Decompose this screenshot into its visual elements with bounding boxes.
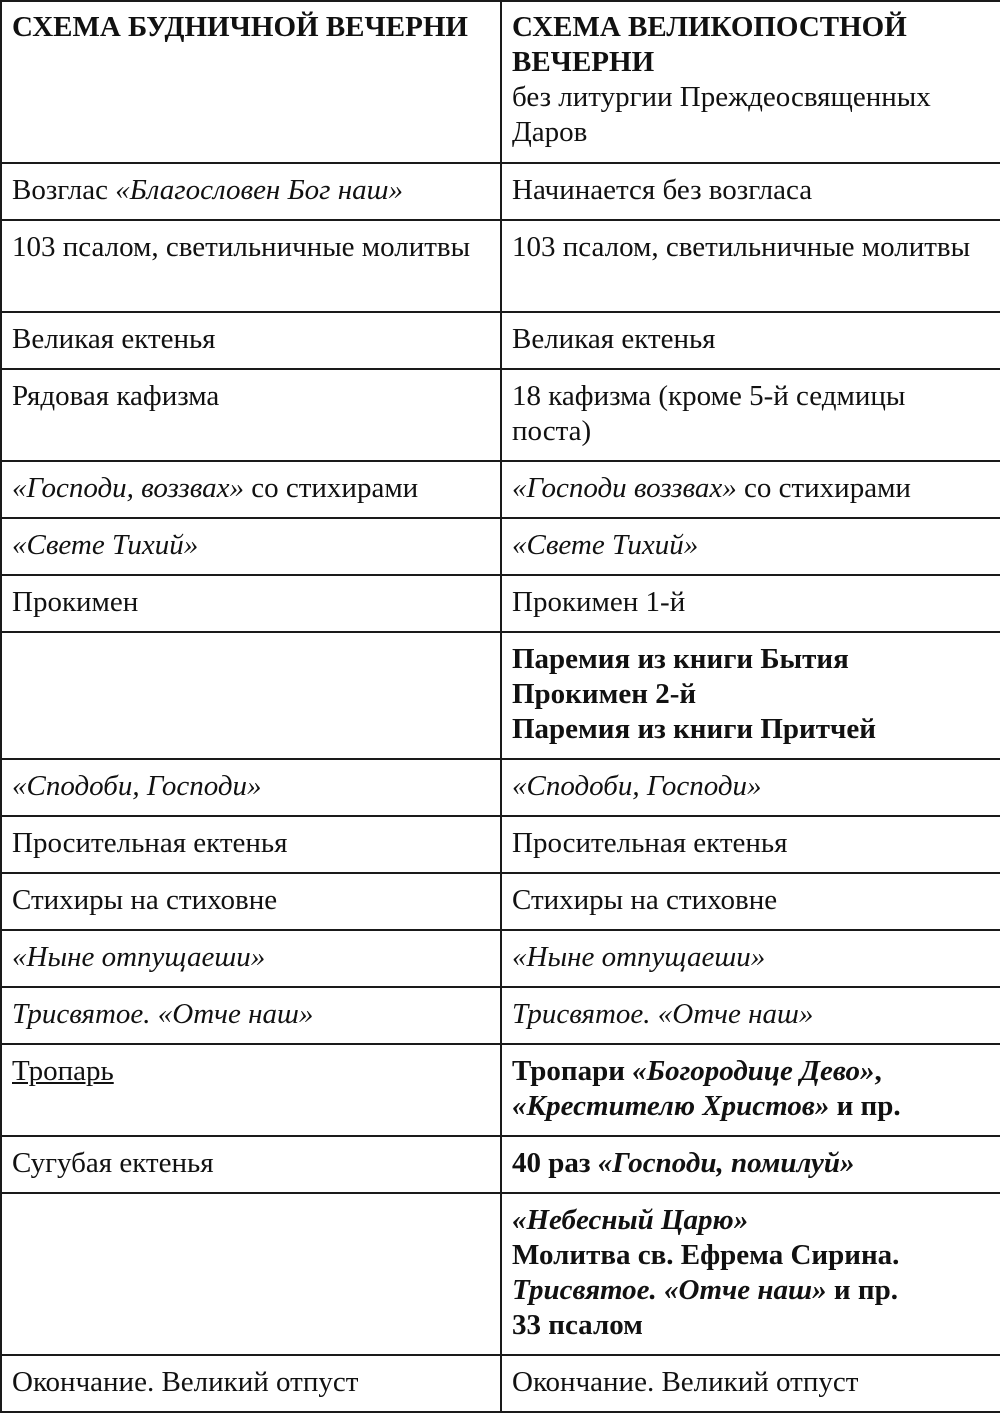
table-row (1, 930, 1000, 987)
left-cell: 103 псалом, светильничные молитвы (1, 220, 501, 312)
right-title: СХЕМА ВЕЛИКОПОСТНОЙ ВЕЧЕРНИ (512, 11, 907, 78)
right-cell: Стихиры на стиховне (501, 873, 1000, 930)
left-cell: Стихиры на стиховне (1, 873, 501, 930)
left-cell (1, 1193, 501, 1355)
right-cell: 40 раз «Господи, помилуй» (501, 1136, 1000, 1193)
table-row (1, 1355, 1000, 1412)
right-cell: Великая ектенья (501, 312, 1000, 369)
table-row (1, 816, 1000, 873)
left-cell: Тропарь (1, 1044, 501, 1136)
right-subtitle: без литургии Преждеосвященных Даров (512, 81, 931, 148)
left-cell: «Господи, воззвах» со стихирами (1, 461, 501, 518)
right-cell: «Господи воззвах» со стихирами (501, 461, 1000, 518)
right-cell: Окончание. Великий отпуст (501, 1355, 1000, 1412)
table-row (1, 518, 1000, 575)
right-cell: Паремия из книги Бытия Прокимен 2-й Паремия из книги Притчей (501, 632, 1000, 759)
left-cell: Окончание. Великий отпуст (1, 1355, 501, 1412)
left-cell: Сугубая ектенья (1, 1136, 501, 1193)
right-header-cell (501, 1, 1000, 163)
table-row (1, 163, 1000, 220)
table-row (1, 312, 1000, 369)
right-cell: «Небесный Царю» Молитва св. Ефрема Сирина. Трисвятое. «Отче наш» и пр. 33 псалом (501, 1193, 1000, 1355)
table-row (1, 987, 1000, 1044)
table-row (1, 1044, 1000, 1136)
right-cell: «Сподоби, Господи» (501, 759, 1000, 816)
left-cell: Просительная ектенья (1, 816, 501, 873)
left-cell: «Ныне отпущаеши» (1, 930, 501, 987)
left-header-cell (1, 1, 501, 163)
right-cell: 18 кафизма (кроме 5-й седмицы поста) (501, 369, 1000, 461)
right-cell: «Свете Тихий» (501, 518, 1000, 575)
table-row (1, 369, 1000, 461)
left-cell (1, 632, 501, 759)
right-cell: Начинается без возгласа (501, 163, 1000, 220)
right-cell: «Ныне отпущаеши» (501, 930, 1000, 987)
right-cell: 103 псалом, светильничные молитвы (501, 220, 1000, 312)
left-cell: «Свете Тихий» (1, 518, 501, 575)
table-row (1, 461, 1000, 518)
table-row (1, 575, 1000, 632)
right-cell: Прокимен 1-й (501, 575, 1000, 632)
right-cell: Просительная ектенья (501, 816, 1000, 873)
left-cell: Трисвятое. «Отче наш» (1, 987, 501, 1044)
left-title: СХЕМА БУДНИЧНОЙ ВЕЧЕРНИ (12, 11, 468, 43)
left-cell: Возглас «Благословен Бог наш» (1, 163, 501, 220)
right-cell: Трисвятое. «Отче наш» (501, 987, 1000, 1044)
table-row (1, 220, 1000, 312)
left-cell: Рядовая кафизма (1, 369, 501, 461)
table-row (1, 1136, 1000, 1193)
left-cell: Великая ектенья (1, 312, 501, 369)
right-cell: Тропари «Богородице Дево», «Крестителю Христов» и пр. (501, 1044, 1000, 1136)
table-row (1, 759, 1000, 816)
left-cell: «Сподоби, Господи» (1, 759, 501, 816)
table-row (1, 873, 1000, 930)
left-cell: Прокимен (1, 575, 501, 632)
table-row (1, 1193, 1000, 1355)
header-row (1, 1, 1000, 163)
table-row (1, 632, 1000, 759)
